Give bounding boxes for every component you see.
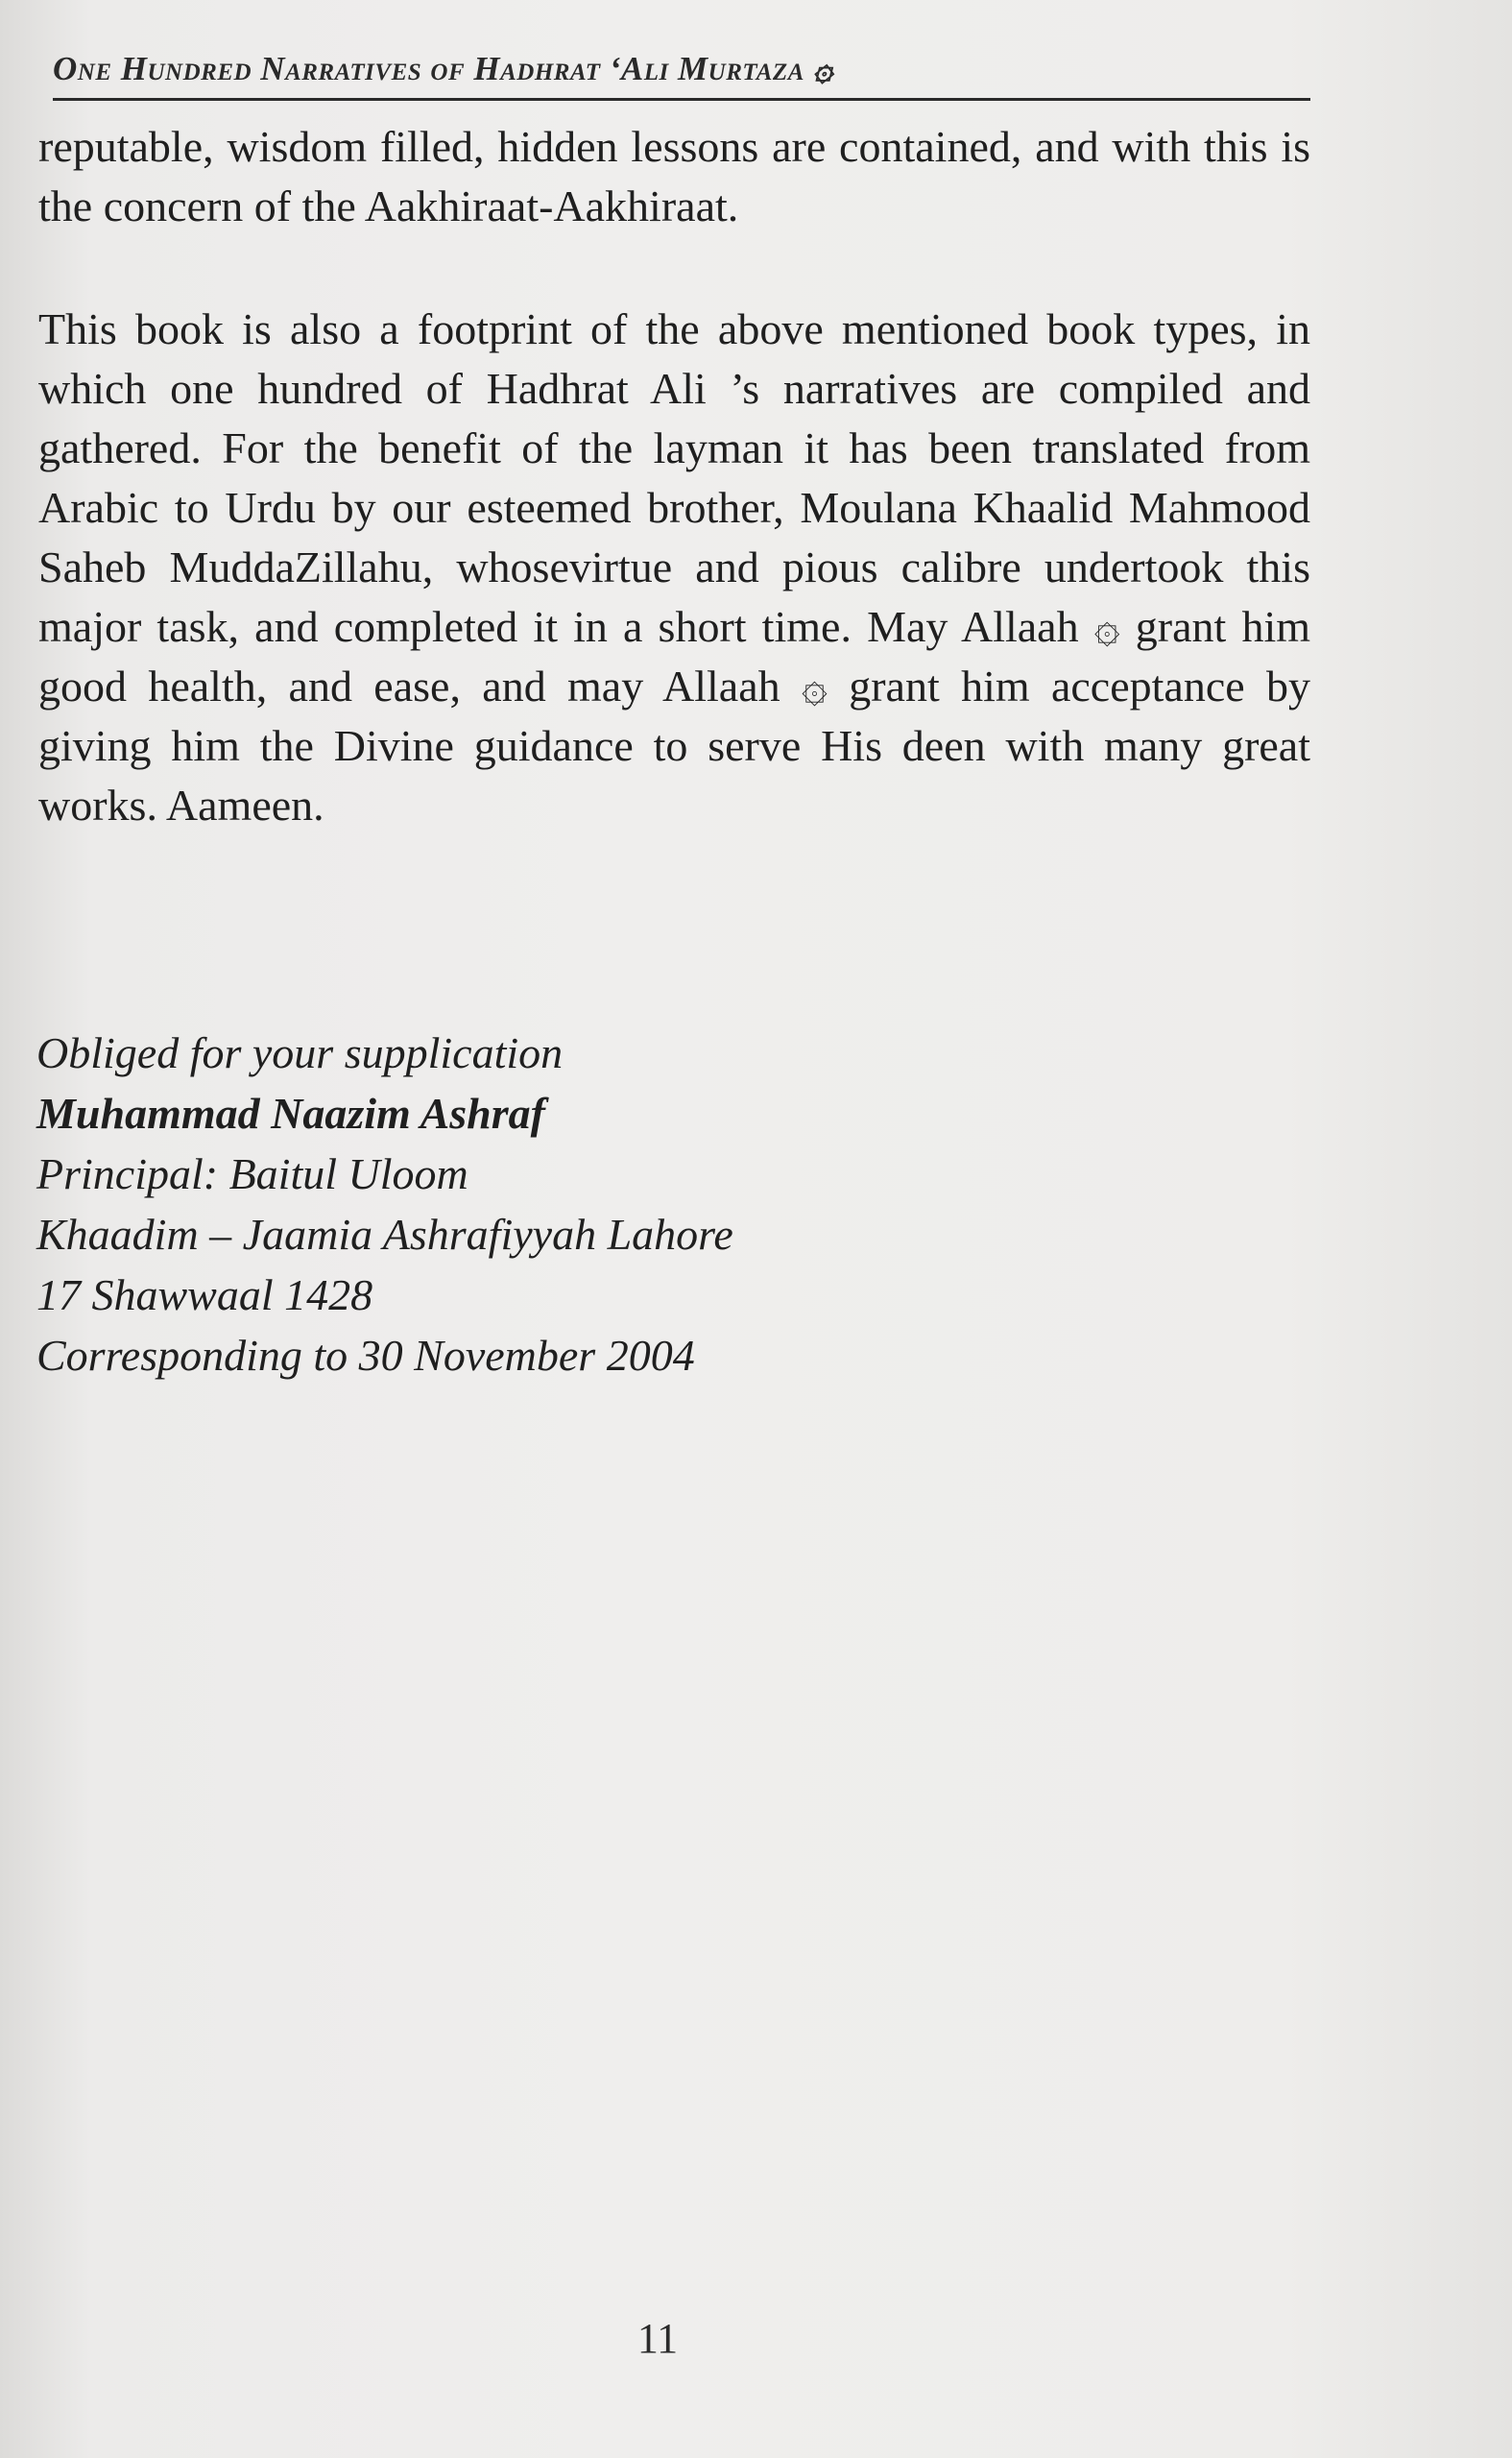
signature-line-name: Muhammad Naazim Ashraf xyxy=(36,1089,545,1138)
paragraph-2-text: This book is also a footprint of the above mentioned book types, in which one hundred of Hadhrat Ali ’s narratives are compiled and gathered. For the benefit of the layman it has been translated from Arabic to Urdu by our esteemed brother, Moulana Khaalid Mahmood Saheb MuddaZillahu, whosevirtue and pious calibre undertook this major task, and completed it in a short time. May Allaah ۞ grant him good health, and ease, and may Allaah ۞ grant him acceptance by giving him the Divine guidance to serve His deen with many great works. Aameen. xyxy=(38,304,1310,830)
signature-line-khaadim: Khaadim – Jaamia Ashrafiyyah Lahore xyxy=(36,1210,733,1259)
paragraph-2 xyxy=(38,300,1310,835)
honorific-icon: ۞ xyxy=(813,50,833,87)
signature-line-supplication: Obliged for your supplication xyxy=(36,1028,564,1077)
paragraph-1-text: reputable, wisdom filled, hidden lessons are contained, and with this is the concern of the Aakhiraat-Aakhiraat. xyxy=(38,122,1310,230)
header-rule xyxy=(53,98,1310,101)
signature-line-principal: Principal: Baitul Uloom xyxy=(36,1149,468,1198)
header-title: One Hundred Narratives of Hadhrat ‘Ali Murtaza xyxy=(53,50,804,87)
paragraph-1 xyxy=(38,117,1310,236)
signature-block xyxy=(36,1023,1092,1386)
signature-line-corresponding: Corresponding to 30 November 2004 xyxy=(36,1331,695,1380)
running-header xyxy=(53,50,1310,88)
page-number: 11 xyxy=(636,2315,679,2362)
signature-line-date: 17 Shawwaal 1428 xyxy=(36,1270,373,1319)
